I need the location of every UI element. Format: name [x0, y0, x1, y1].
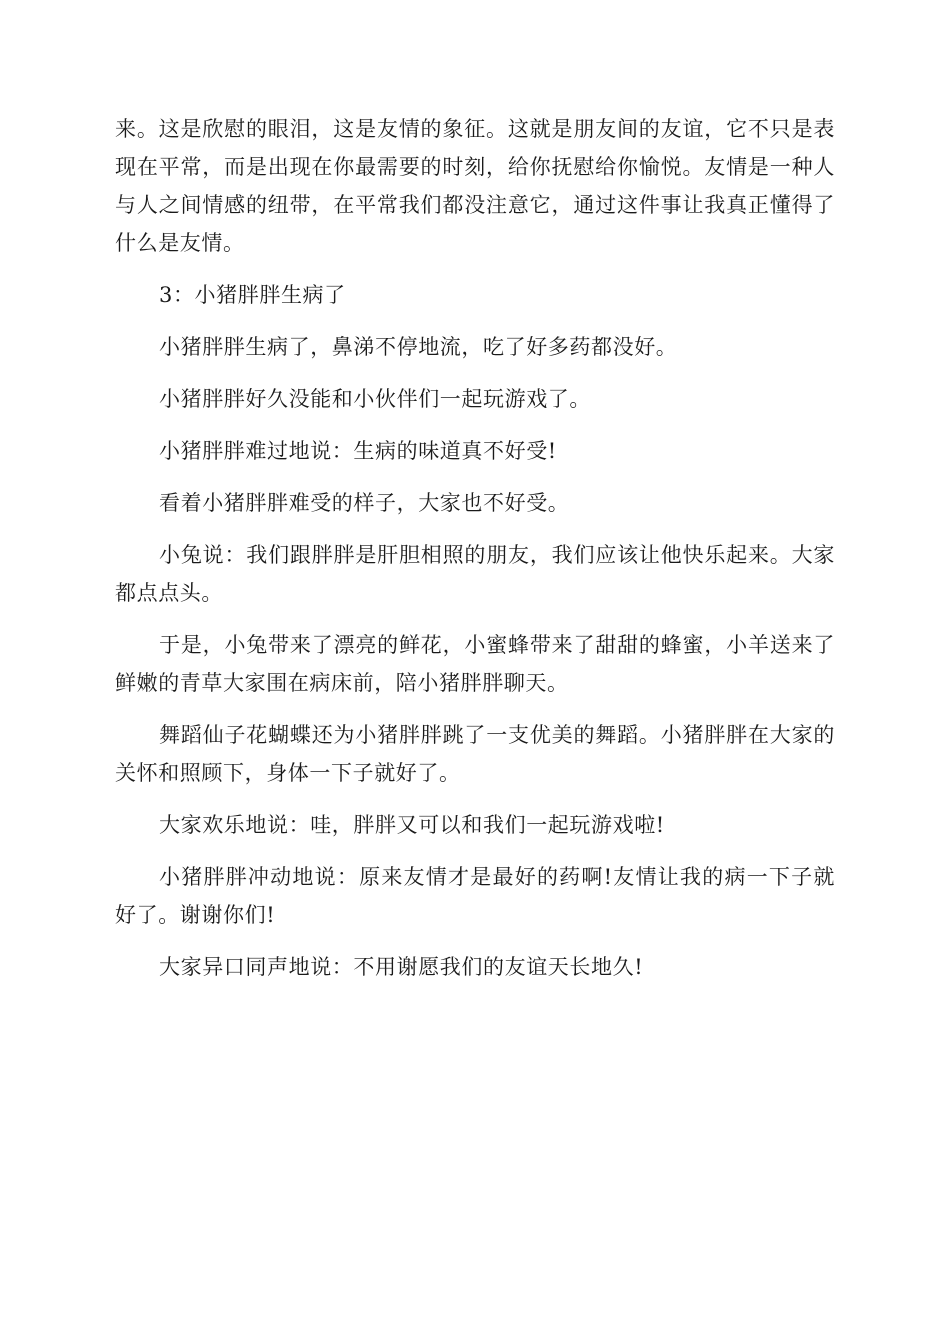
paragraph: 看着小猪胖胖难受的样子，大家也不好受。 — [159, 491, 570, 515]
paragraph: 舞蹈仙子花蝴蝶还为小猪胖胖跳了一支优美的舞蹈。小猪胖胖在大家的关怀和照顾下，身体一下子就好了。 — [115, 723, 835, 785]
paragraph: 大家欢乐地说：哇，胖胖又可以和我们一起玩游戏啦! — [159, 813, 665, 837]
paragraph: 小猪胖胖冲动地说：原来友情才是最好的药啊!友情让我的病一下子就好了。谢谢你们! — [115, 865, 835, 927]
paragraph: 大家异口同声地说：不用谢愿我们的友谊天长地久! — [159, 955, 644, 979]
paragraph: 于是，小兔带来了漂亮的鲜花，小蜜蜂带来了甜甜的蜂蜜，小羊送来了鲜嫩的青草大家围在病床前，陪小猪胖胖聊天。 — [115, 633, 835, 695]
paragraph-continuation: 来。这是欣慰的眼泪，这是友情的象征。这就是朋友间的友谊，它不只是表现在平常，而是出现在你最需要的时刻，给你抚慰给你愉悦。友情是一种人与人之间情感的纽带，在平常我们都没注意它，通过这件事让我真正懂得了什么是友情。 — [115, 117, 835, 255]
paragraph: 小兔说：我们跟胖胖是肝胆相照的朋友，我们应该让他快乐起来。大家都点点头。 — [115, 543, 835, 605]
section-heading: 3：小猪胖胖生病了 — [159, 283, 346, 307]
paragraph: 小猪胖胖生病了，鼻涕不停地流，吃了好多药都没好。 — [159, 335, 678, 359]
document-body — [115, 110, 835, 986]
paragraph: 小猪胖胖好久没能和小伙伴们一起玩游戏了。 — [159, 387, 591, 411]
paragraph: 小猪胖胖难过地说：生病的味道真不好受! — [159, 439, 557, 463]
